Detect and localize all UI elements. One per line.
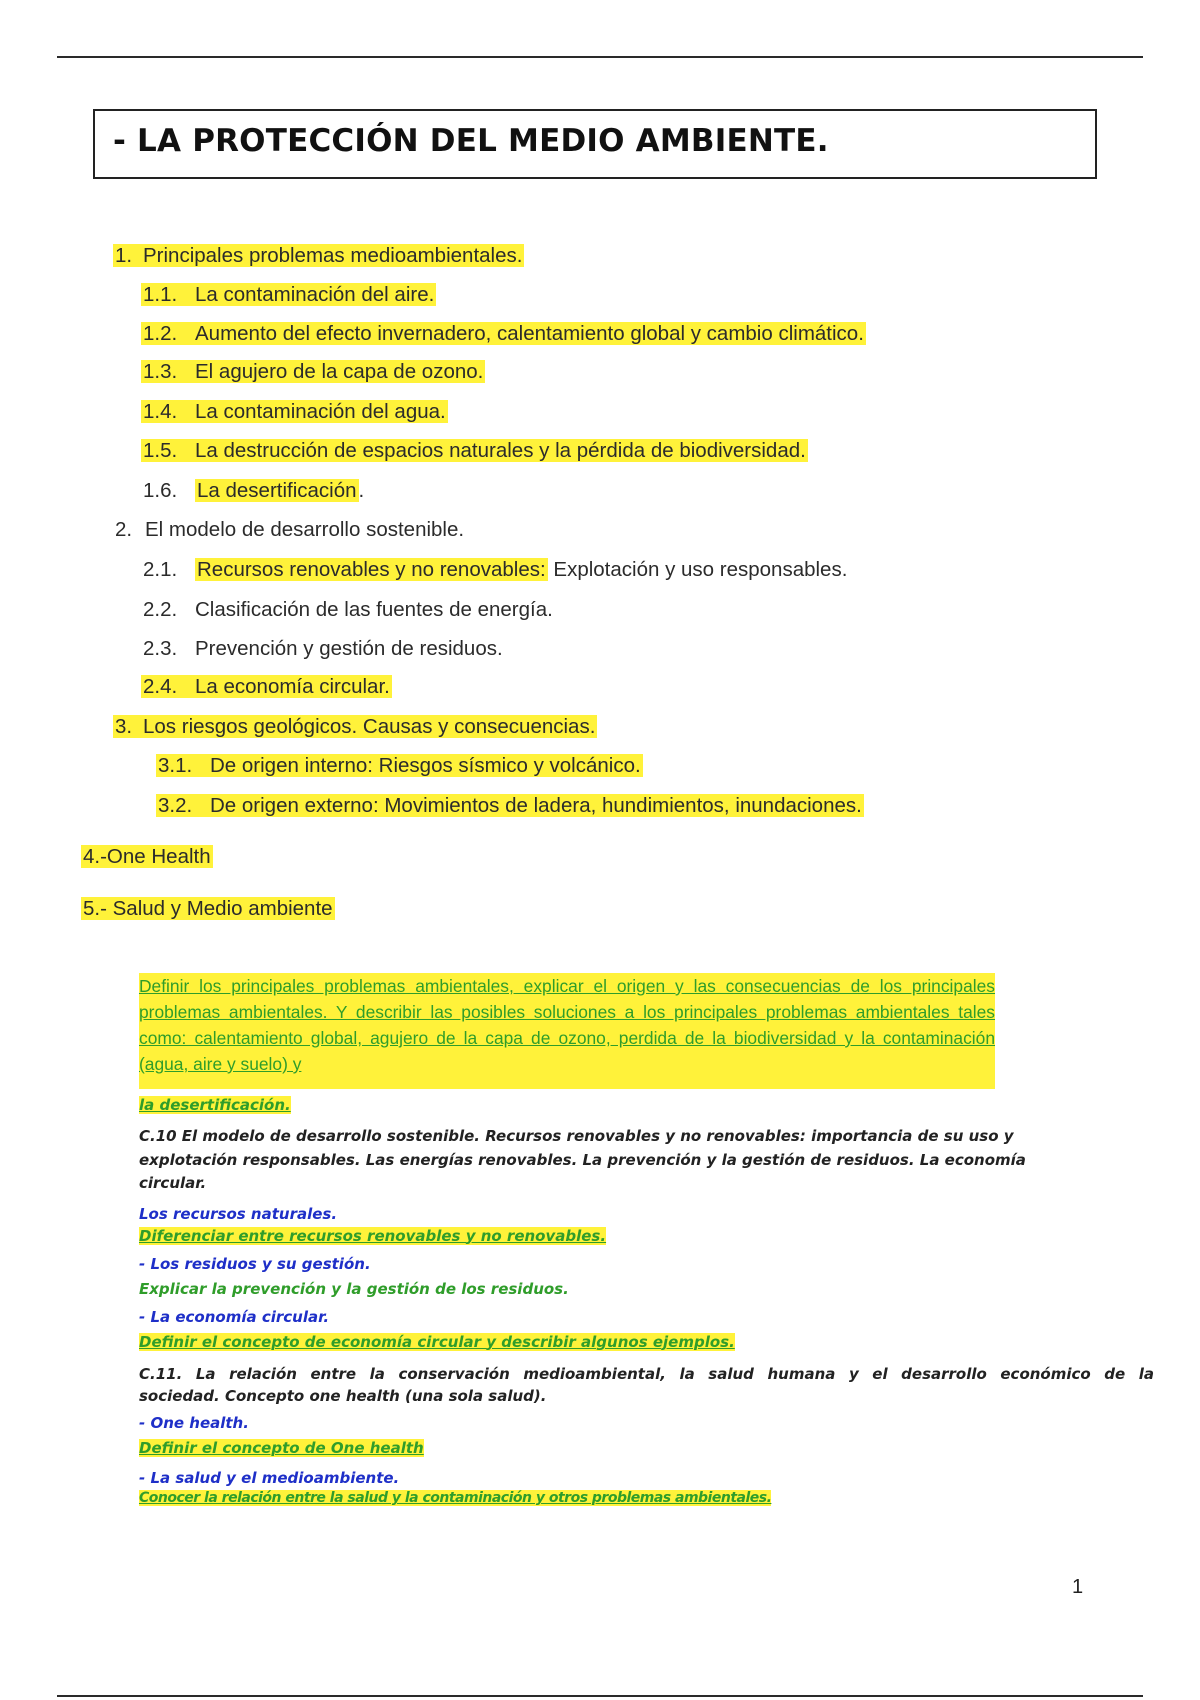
outline-item-2-2: 2.2. Clasificación de las fuentes de energía. — [143, 598, 553, 621]
note-definir-economia: Definir el concepto de economía circular y describir algunos ejemplos. — [139, 1333, 735, 1351]
page-number: 1 — [1072, 1576, 1084, 1598]
outline-item-4: 4.-One Health — [83, 845, 211, 868]
c11-heading-line2: sociedad. Concepto one health (una sola salud). — [139, 1387, 547, 1405]
outline-item-3-1: 3.1. De origen interno: Riesgos sísmico y volcánico. — [158, 754, 641, 777]
outline-item-1: 1. Principales problemas medioambientales. — [115, 244, 523, 267]
objective-paragraph: Definir los principales problemas ambientales, explicar el origen y las consecuencias de los principales problemas ambientales. Y describir las posibles soluciones a los principales problemas ambientales tales como: calentamiento global, agujero de la capa de ozono, perdida de la biodiversidad y la contaminación (agua, aire y suelo) y — [139, 973, 995, 1089]
note-salud: - La salud y el medioambiente. — [139, 1469, 400, 1487]
outline-item-1-5: 1.5. La destrucción de espacios naturales y la pérdida de biodiversidad. — [143, 439, 806, 462]
c10-heading-line2: explotación responsables. Las energías renovables. La prevención y la gestión de residuos. La economía — [139, 1151, 1026, 1169]
page-title: - LA PROTECCIÓN DEL MEDIO AMBIENTE. — [113, 123, 829, 159]
outline-item-1-4: 1.4. La contaminación del agua. — [143, 400, 446, 423]
outline-item-3-2: 3.2. De origen externo: Movimientos de ladera, hundimientos, inundaciones. — [158, 794, 862, 817]
outline-item-1-6: 1.6. La desertificación. — [143, 479, 365, 502]
outline-item-1-3: 1.3. El agujero de la capa de ozono. — [143, 360, 484, 383]
outline-item-2-4: 2.4. La economía circular. — [143, 675, 390, 698]
note-conocer: Conocer la relación entre la salud y la contaminación y otros problemas ambientales. — [139, 1490, 772, 1506]
c10-heading-line3: circular. — [139, 1174, 207, 1192]
note-definir-one-health: Definir el concepto de One health — [139, 1439, 424, 1457]
note-recursos: Los recursos naturales. — [139, 1205, 338, 1223]
outline-item-3: 3. Los riesgos geológicos. Causas y consecuencias. — [115, 715, 596, 738]
outline-item-2-3: 2.3. Prevención y gestión de residuos. — [143, 637, 503, 660]
top-rule — [57, 56, 1143, 58]
outline-item-2: 2. El modelo de desarrollo sostenible. — [115, 518, 465, 541]
note-economia: - La economía circular. — [139, 1308, 330, 1326]
bottom-rule — [57, 1695, 1143, 1697]
note-explicar: Explicar la prevención y la gestión de los residuos. — [139, 1280, 569, 1298]
title-box — [93, 109, 1097, 179]
note-desertificacion: la desertificación. — [139, 1096, 291, 1114]
outline-item-1-1: 1.1. La contaminación del aire. — [143, 283, 435, 306]
outline-item-1-2: 1.2. Aumento del efecto invernadero, calentamiento global y cambio climático. — [143, 322, 864, 345]
note-residuos: - Los residuos y su gestión. — [139, 1255, 371, 1273]
outline-item-5: 5.- Salud y Medio ambiente — [83, 897, 333, 920]
c10-heading-line1: C.10 El modelo de desarrollo sostenible. Recursos renovables y no renovables: importancia de su uso y — [139, 1127, 1014, 1145]
outline-item-2-1: 2.1. Recursos renovables y no renovables: Explotación y uso responsables. — [143, 558, 848, 581]
c11-heading-line1: C.11. La relación entre la conservación medioambiental, la salud humana y el desarrollo económico de la — [139, 1365, 1154, 1383]
note-one-health: - One health. — [139, 1414, 249, 1432]
note-diferenciar: Diferenciar entre recursos renovables y no renovables. — [139, 1227, 607, 1245]
